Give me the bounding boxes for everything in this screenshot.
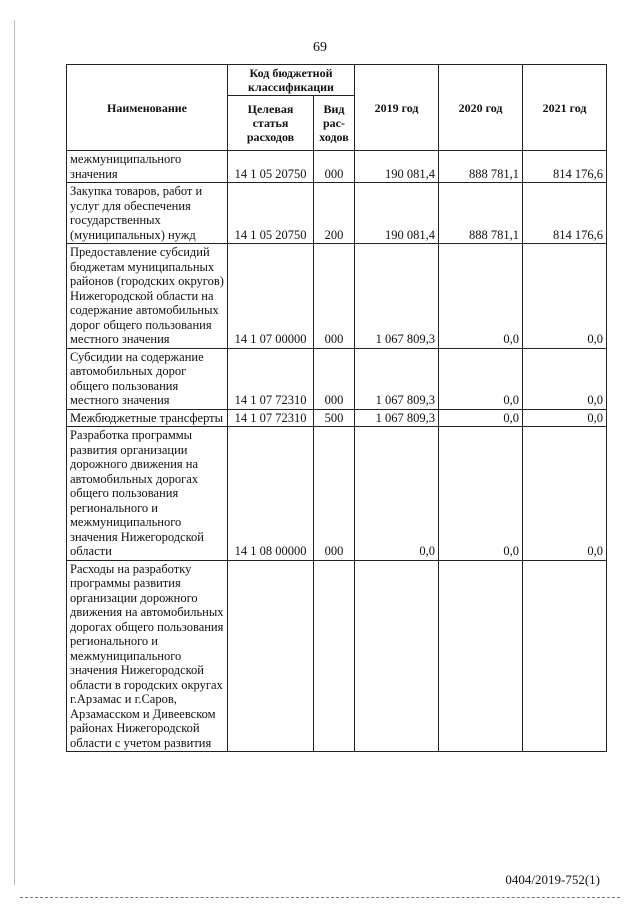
scan-edge-line [14, 20, 15, 885]
cell-2020: 0,0 [439, 348, 523, 409]
cell-target-article: 14 1 08 00000 [228, 427, 314, 561]
cell-expense-type: 000 [314, 427, 355, 561]
cell-2019: 0,0 [355, 427, 439, 561]
budget-table [66, 64, 607, 752]
cell-2020 [439, 560, 523, 752]
cell-target-article: 14 1 07 72310 [228, 348, 314, 409]
cell-expense-type: 500 [314, 409, 355, 427]
table-row [67, 244, 607, 349]
cell-2021: 814 176,6 [523, 183, 607, 244]
header-expense-type: Вид рас-ходов [314, 96, 355, 151]
table-row [67, 560, 607, 752]
header-2021: 2021 год [523, 65, 607, 151]
cell-expense-type: 000 [314, 244, 355, 349]
cell-2020: 888 781,1 [439, 151, 523, 183]
cell-2019: 190 081,4 [355, 151, 439, 183]
scan-bottom-line [20, 897, 620, 898]
page-number: 69 [313, 40, 327, 55]
table-row [67, 409, 607, 427]
table-row [67, 151, 607, 183]
cell-2020: 888 781,1 [439, 183, 523, 244]
cell-2021: 0,0 [523, 427, 607, 561]
cell-2021: 0,0 [523, 409, 607, 427]
cell-2020: 0,0 [439, 427, 523, 561]
cell-expense-type: 200 [314, 183, 355, 244]
budget-table-body [67, 151, 607, 752]
header-name: Наименование [67, 65, 228, 151]
table-row [67, 183, 607, 244]
document-number: 0404/2019-752(1) [505, 872, 600, 887]
cell-2019: 1 067 809,3 [355, 409, 439, 427]
cell-expense-type: 000 [314, 348, 355, 409]
cell-name: межмуниципального значения [67, 151, 228, 183]
header-2019: 2019 год [355, 65, 439, 151]
cell-name: Предоставление субсидий бюджетам муниципальных районов (городских округов) Нижегородской области на содержание автомобильных дорог общего пользования местного значения [67, 244, 228, 349]
cell-target-article: 14 1 05 20750 [228, 183, 314, 244]
table-row [67, 427, 607, 561]
cell-expense-type [314, 560, 355, 752]
cell-name: Субсидии на содержание автомобильных дорог общего пользования местного значения [67, 348, 228, 409]
cell-2021 [523, 560, 607, 752]
header-code-group: Код бюджетной классификации [228, 65, 355, 96]
cell-2019: 1 067 809,3 [355, 244, 439, 349]
cell-2019: 190 081,4 [355, 183, 439, 244]
header-target-article: Целевая статья расходов [228, 96, 314, 151]
cell-name: Разработка программы развития организации дорожного движения на автомобильных дорогах общего пользования регионального и межмуниципального значения Нижегородской области [67, 427, 228, 561]
cell-target-article: 14 1 07 00000 [228, 244, 314, 349]
cell-name: Закупка товаров, работ и услуг для обеспечения государственных (муниципальных) нужд [67, 183, 228, 244]
cell-target-article: 14 1 05 20750 [228, 151, 314, 183]
cell-2021: 0,0 [523, 348, 607, 409]
cell-2019: 1 067 809,3 [355, 348, 439, 409]
header-2020: 2020 год [439, 65, 523, 151]
cell-target-article [228, 560, 314, 752]
cell-target-article: 14 1 07 72310 [228, 409, 314, 427]
cell-2021: 814 176,6 [523, 151, 607, 183]
cell-2020: 0,0 [439, 409, 523, 427]
cell-2020: 0,0 [439, 244, 523, 349]
cell-2019 [355, 560, 439, 752]
cell-name: Расходы на разработку программы развития организации дорожного движения на автомобильных дорогах общего пользования регионального и межмуниципального значения Нижегородской области в городских округах г.Арзамас и г.Саров, Арзамасском и Дивеевском районах Нижегородской области с учетом развития [67, 560, 228, 752]
cell-name: Межбюджетные трансферты [67, 409, 228, 427]
table-row [67, 348, 607, 409]
cell-2021: 0,0 [523, 244, 607, 349]
header-row-1 [67, 65, 607, 96]
cell-expense-type: 000 [314, 151, 355, 183]
